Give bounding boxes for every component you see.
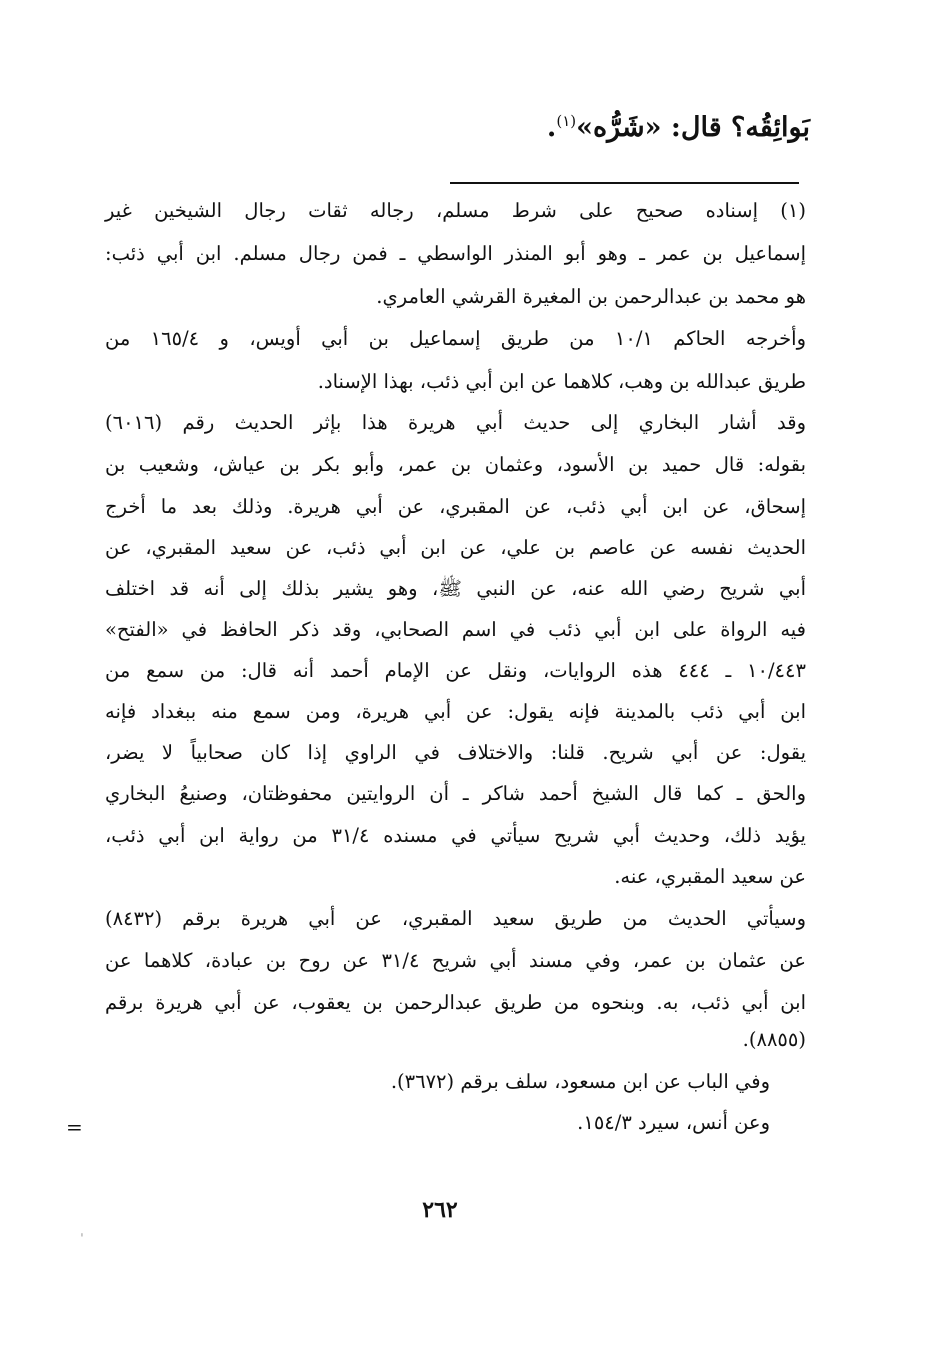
footnote-line: يقول: عن أبي شريح. قلنا: والاختلاف في الراوي إذا كان صحابياً لا يضر،: [105, 741, 806, 764]
continuation-mark: =: [66, 1115, 83, 1139]
footnote-line: إسماعيل بن عمر ـ وهو أبو المنذر الواسطي ـ فمن رجال مسلم. ابن أبي ذئب:: [105, 242, 806, 265]
footnote-line: يؤيد ذلك، وحديث أبي شريح سيأتي في مسنده ٣١/٤ من رواية ابن أبي ذئب،: [105, 824, 806, 847]
footnote-line: عن عثمان بن عمر، وفي مسند أبي شريح ٣١/٤ عن روح بن عبادة، كلاهما عن: [105, 949, 806, 972]
scan-mark: ˈ: [80, 1232, 84, 1248]
main-text-line: [547, 112, 810, 143]
footnote-line: عن سعيد المقبري، عنه.: [614, 865, 806, 888]
footnote-separator: [450, 182, 799, 184]
footnote-line: وأخرجه الحاكم ١٠/١ من طريق إسماعيل بن أبي أويس، و ١٦٥/٤ من: [105, 327, 806, 350]
footnote-line: وعن أنس، سيرد ١٥٤/٣.: [577, 1111, 770, 1134]
footnote-line: ابن أبي ذئب بالمدينة فإنه يقول: عن أبي هريرة، ومن سمع منه ببغداد فإنه: [105, 700, 806, 723]
footnote-line: وقد أشار البخاري إلى حديث أبي هريرة هذا بإثر الحديث رقم (٦٠١٦): [105, 411, 806, 434]
footnote-line: هو محمد بن عبدالرحمن بن المغيرة القرشي العامري.: [376, 285, 806, 308]
footnote-reference: (١): [556, 112, 577, 130]
footnote-line: أبي شريح رضي الله عنه، عن النبي ﷺ، وهو يشير بذلك إلى أنه قد اختلف: [105, 577, 806, 600]
page-number: ٢٦٢: [422, 1197, 458, 1223]
end-dot: .: [546, 112, 557, 143]
footnote-line: وسيأتي الحديث من طريق سعيد المقبري، عن أبي هريرة برقم (٨٤٣٢): [105, 907, 806, 930]
footnote-line: (١) إسناده صحيح على شرط مسلم، رجاله ثقات رجال الشيخين غير: [105, 199, 806, 222]
footnote-line: ١٠/٤٤٣ ـ ٤٤٤ هذه الروايات، ونقل عن الإمام أحمد أنه قال: من سمع من: [105, 659, 806, 682]
footnote-line: فيه الرواة على ابن أبي ذئب في اسم الصحابي، وقد ذكر الحافظ في «الفتح»: [105, 618, 806, 641]
footnote-line: ابن أبي ذئب، به. وبنحوه من طريق عبدالرحمن بن يعقوب، عن أبي هريرة برقم: [105, 991, 806, 1014]
footnote-line: إسحاق، عن ابن أبي ذئب، عن المقبري، عن أبي هريرة. وذلك بعد ما أخرج: [105, 495, 806, 518]
footnote-line: طريق عبدالله بن وهب، كلاهما عن ابن أبي ذئب، بهذا الإسناد.: [317, 370, 806, 393]
footnote-line: وفي الباب عن ابن مسعود، سلف برقم (٣٦٧٢).: [390, 1070, 770, 1093]
footnote-line: الحديث نفسه عن عاصم بن علي، عن ابن أبي ذئب، عن سعيد المقبري، عن: [105, 536, 806, 559]
footnote-line: والحق ـ كما قال الشيخ أحمد شاكر ـ أن الروايتين محفوظتان، وصنيعُ البخاري: [105, 782, 806, 805]
main-text: بَوائِقُه؟ قال: «شَرُّه»: [576, 112, 810, 143]
footnote-line: بقوله: قال حميد بن الأسود، وعثمان بن عمر، وأبو بكر بن عياش، وشعيب بن: [105, 453, 806, 476]
footnote-line: (٨٨٥٥).: [742, 1028, 806, 1051]
